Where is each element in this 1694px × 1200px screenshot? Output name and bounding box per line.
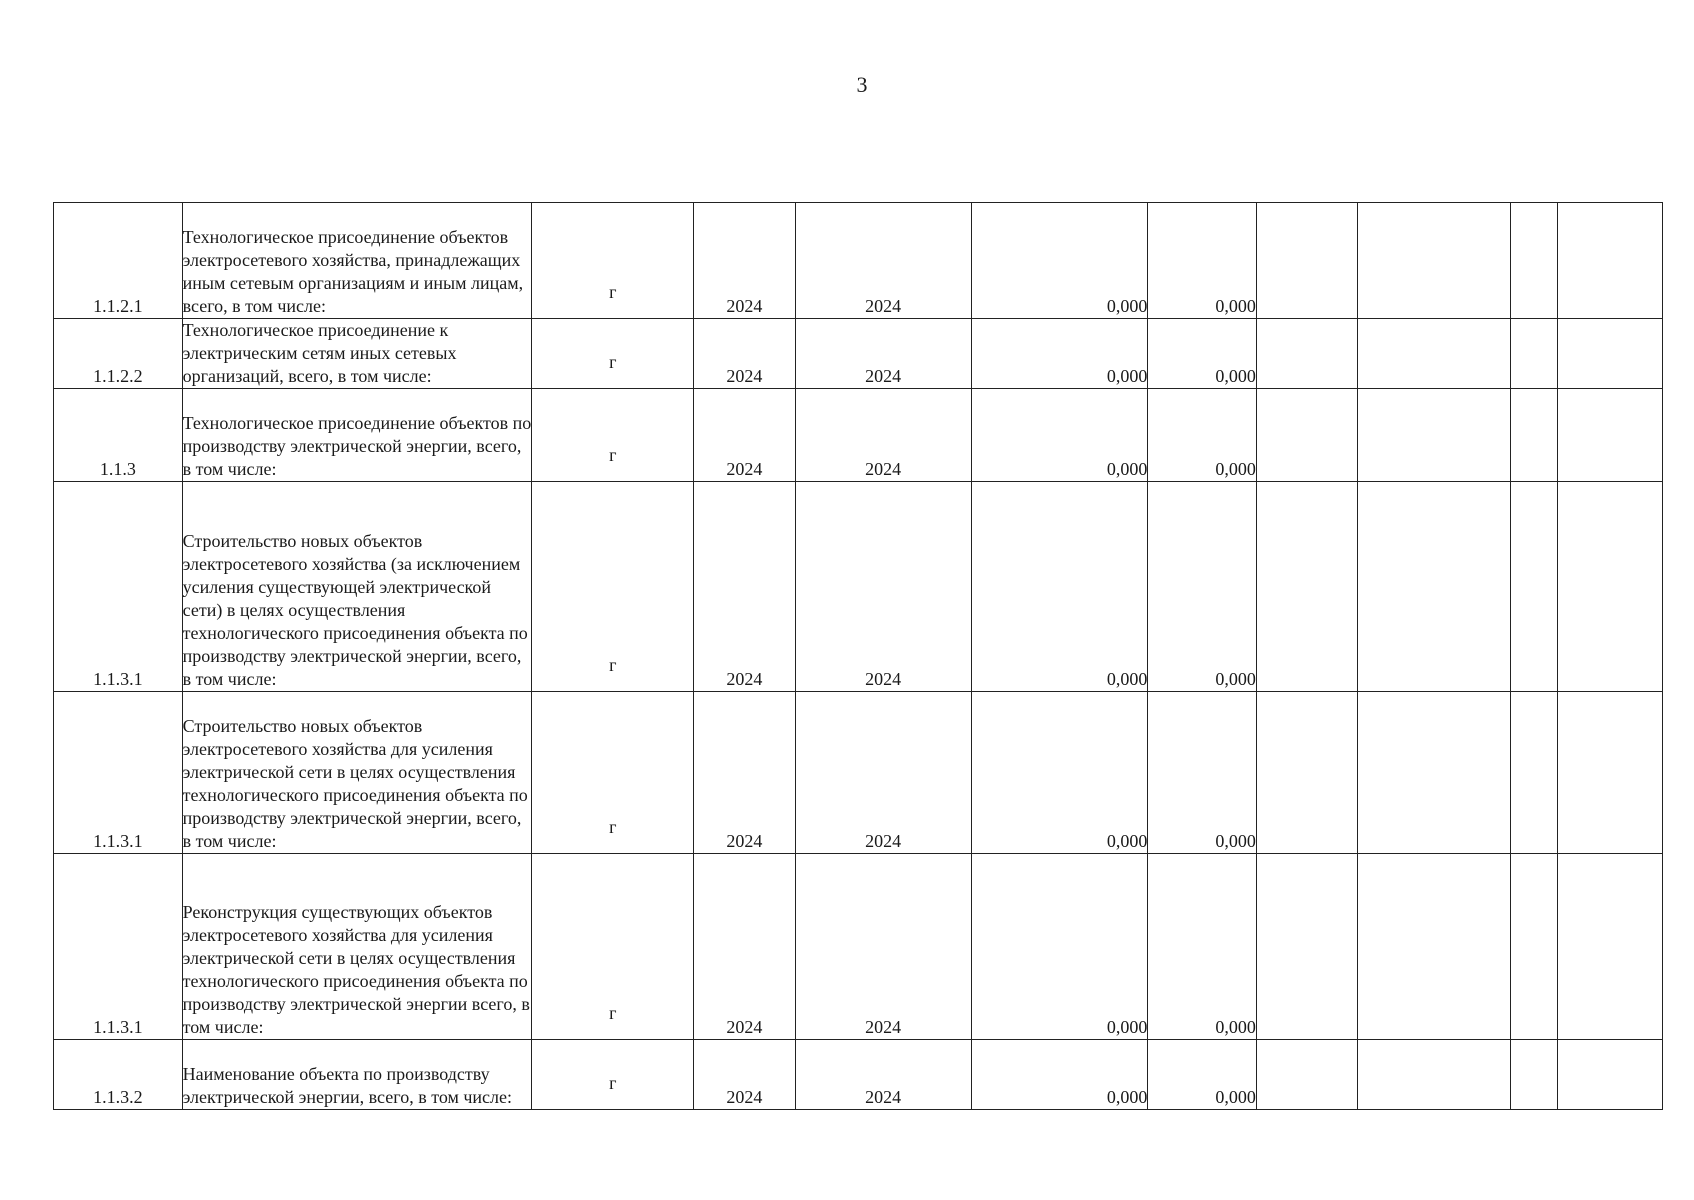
row-unit-text: г [609,655,617,675]
row-year-end: 2024 [795,203,971,319]
row-code: 1.1.2.2 [54,319,183,389]
row-name: Реконструкция существующих объектов электросетевого хозяйства для усиления электрической сети в целях осуществления технологического присоединения объекта по производству электрической энергии всего, в том числе: [182,854,532,1040]
empty-cell [1256,854,1358,1040]
empty-cell [1558,482,1663,692]
row-value-2: 0,000 [1148,203,1257,319]
investment-table [53,202,1663,1110]
row-name: Технологическое присоединение объектов электросетевого хозяйства, принадлежащих иным сетевым организациям и иным лицам, всего, в том числе: [182,203,532,319]
row-code: 1.1.2.1 [54,203,183,319]
row-year-end: 2024 [795,1040,971,1110]
page-number: 3 [856,72,868,97]
empty-cell [1256,1040,1358,1110]
row-unit-text: г [609,445,617,465]
empty-cell [1511,854,1558,1040]
empty-cell [1358,203,1511,319]
empty-cell [1358,389,1511,482]
row-code: 1.1.3.1 [54,482,183,692]
row-year-start: 2024 [694,203,796,319]
row-year-end: 2024 [795,692,971,854]
table-row [54,482,1663,692]
empty-cell [1256,319,1358,389]
row-value-2: 0,000 [1148,854,1257,1040]
row-year-start: 2024 [694,1040,796,1110]
row-name: Строительство новых объектов электросетевого хозяйства для усиления электрической сети в целях осуществления технологического присоединения объекта по производству электрической энергии, всего, в том числе: [182,692,532,854]
empty-cell [1511,1040,1558,1110]
table-row [54,692,1663,854]
row-unit-text: г [609,352,617,372]
row-unit [532,854,694,1040]
row-year-end: 2024 [795,482,971,692]
empty-cell [1511,692,1558,854]
row-value-1: 0,000 [971,854,1148,1040]
row-value-2: 0,000 [1148,692,1257,854]
row-value-1: 0,000 [971,1040,1148,1110]
row-code: 1.1.3.1 [54,692,183,854]
row-name: Наименование объекта по производству электрической энергии, всего, в том числе: [182,1040,532,1110]
row-value-1: 0,000 [971,389,1148,482]
row-value-1: 0,000 [971,203,1148,319]
row-unit [532,1040,694,1110]
row-value-2: 0,000 [1148,319,1257,389]
empty-cell [1558,854,1663,1040]
row-year-start: 2024 [694,482,796,692]
row-value-1: 0,000 [971,692,1148,854]
row-year-start: 2024 [694,319,796,389]
table-body [54,203,1663,1110]
row-code: 1.1.3 [54,389,183,482]
row-value-1: 0,000 [971,482,1148,692]
table-row [54,203,1663,319]
row-unit-text: г [609,817,617,837]
empty-cell [1558,389,1663,482]
empty-cell [1558,203,1663,319]
table-row [54,319,1663,389]
empty-cell [1358,482,1511,692]
row-value-2: 0,000 [1148,389,1257,482]
row-code: 1.1.3.1 [54,854,183,1040]
row-year-end: 2024 [795,319,971,389]
row-unit [532,319,694,389]
row-unit [532,482,694,692]
empty-cell [1358,1040,1511,1110]
empty-cell [1511,389,1558,482]
empty-cell [1511,203,1558,319]
row-year-end: 2024 [795,854,971,1040]
empty-cell [1256,692,1358,854]
row-unit-text: г [609,1073,617,1093]
row-name: Технологическое присоединение к электрическим сетям иных сетевых организаций, всего, в том числе: [182,319,532,389]
row-value-1: 0,000 [971,319,1148,389]
empty-cell [1558,692,1663,854]
row-unit [532,692,694,854]
empty-cell [1511,482,1558,692]
empty-cell [1358,854,1511,1040]
empty-cell [1256,482,1358,692]
empty-cell [1358,692,1511,854]
empty-cell [1558,319,1663,389]
row-unit [532,389,694,482]
row-name: Строительство новых объектов электросетевого хозяйства (за исключением усиления существующей электрической сети) в целях осуществления технологического присоединения объекта по производству электрической энергии, всего, в том числе: [182,482,532,692]
table-row [54,389,1663,482]
empty-cell [1358,319,1511,389]
row-year-start: 2024 [694,692,796,854]
row-year-start: 2024 [694,854,796,1040]
empty-cell [1511,319,1558,389]
row-value-2: 0,000 [1148,482,1257,692]
row-value-2: 0,000 [1148,1040,1257,1110]
row-unit-text: г [609,282,617,302]
row-unit-text: г [609,1003,617,1023]
table-row [54,1040,1663,1110]
empty-cell [1256,389,1358,482]
table-row [54,854,1663,1040]
empty-cell [1256,203,1358,319]
row-year-end: 2024 [795,389,971,482]
row-name: Технологическое присоединение объектов по производству электрической энергии, всего, в том числе: [182,389,532,482]
row-unit [532,203,694,319]
row-year-start: 2024 [694,389,796,482]
empty-cell [1558,1040,1663,1110]
row-code: 1.1.3.2 [54,1040,183,1110]
